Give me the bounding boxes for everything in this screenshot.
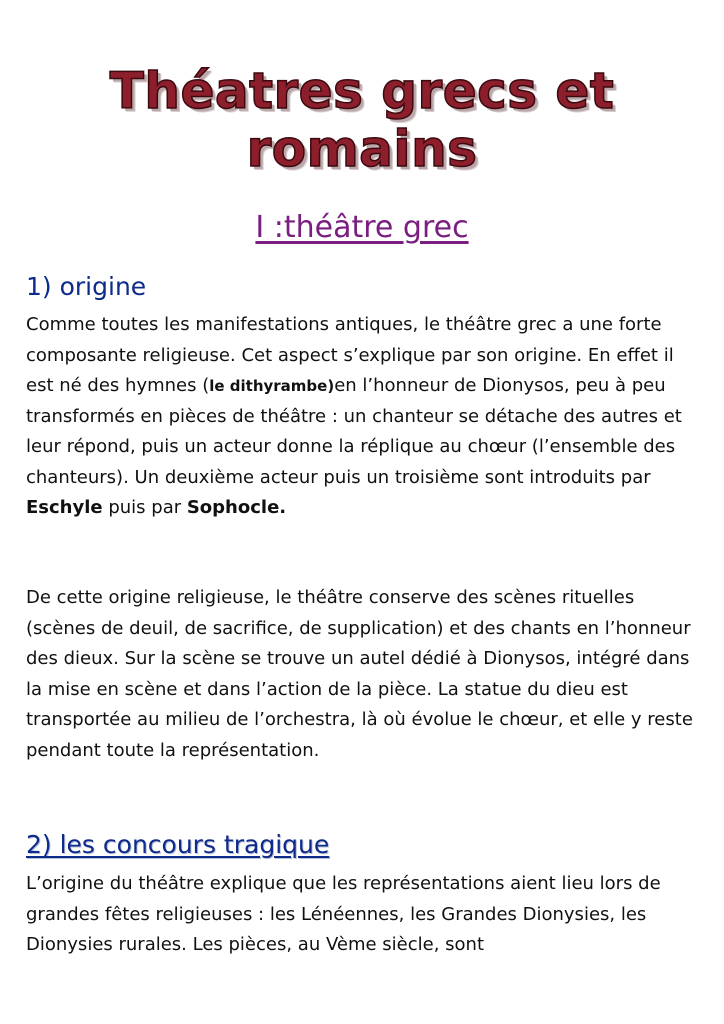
text-run: en l’honneur de Dionysos, peu à peu transformés en pièces de théâtre : un chanteur se détache des autres et leur répond, puis un acteur donne la réplique au chœur (l’ensemble des chanteurs). Un deuxième acteur puis un troisième sont introduits par bbox=[26, 375, 682, 488]
text-run: puis par bbox=[102, 497, 187, 518]
dithyrambe-term: le dithyrambe) bbox=[209, 377, 335, 395]
name-sophocle: Sophocle bbox=[186, 497, 280, 518]
paragraph-concours-1: L’origine du théâtre explique que les représentations aient lieu lors de grandes fêtes religieuses : les Lénéennes, les Grandes Dionysies, les Dionysies rurales. Les pièces, au Vème siècle, sont bbox=[26, 873, 661, 955]
document-title: Théatres grecs et romains bbox=[109, 62, 615, 178]
section-heading-origine: 1) origine bbox=[26, 272, 147, 301]
name-eschyle: Eschyle bbox=[26, 497, 103, 518]
paragraph-origine-1 bbox=[26, 310, 706, 524]
part-title: I :théâtre grec bbox=[255, 210, 469, 245]
paragraph-origine-2: De cette origine religieuse, le théâtre conserve des scènes rituelles (scènes de deuil, de sacrifice, de supplication) et des chants en l’honneur des dieux. Sur la scène se trouve un autel dédié à Dionysos, intégré dans la mise en scène et dans l’action de la pièce. La statue du dieu est transportée au milieu de l’orchestra, là où évolue le chœur, et elle y reste pendant toute la représentation. bbox=[26, 587, 693, 761]
text-run: . bbox=[279, 497, 287, 518]
text-run: Comme toutes les manifestations antiques, le théâtre grec a une forte composante religieuse. Cet aspect s’explique par son origine. En effet il est né des hymnes ( bbox=[26, 314, 674, 396]
section-heading-concours: 2) les concours tragique bbox=[26, 830, 330, 859]
